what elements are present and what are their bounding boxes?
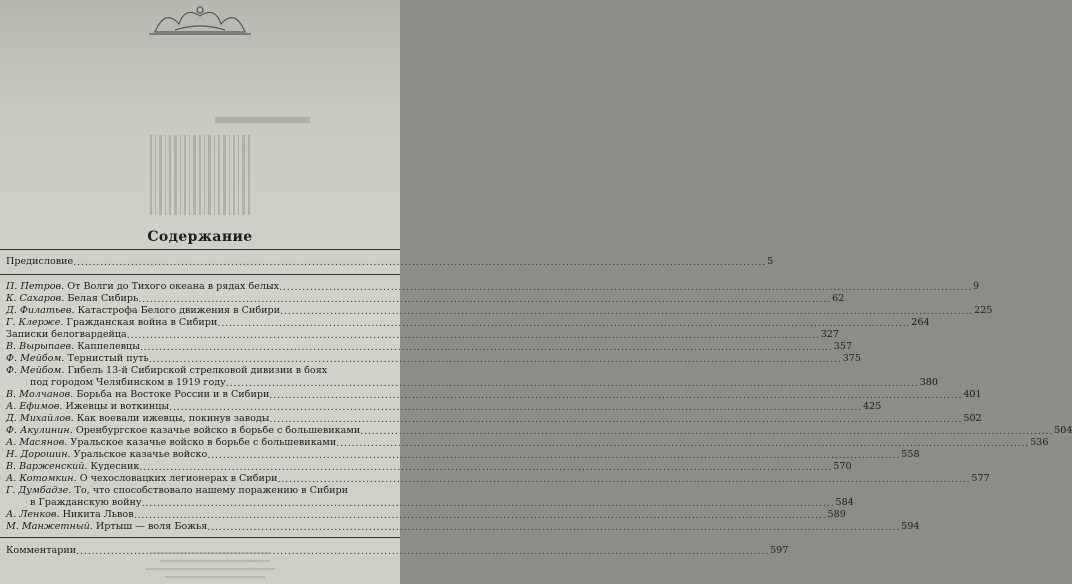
entry-title: Белая Сибирь (64, 293, 139, 304)
entry-title: Как воевали ижевцы, покинув заводы (73, 413, 270, 424)
entry-page: 570 (833, 461, 852, 472)
entry-author: Г. Думбадзе. (6, 485, 72, 496)
toc-entry[interactable] (6, 509, 846, 522)
toc-entry-continuation[interactable] (30, 377, 939, 390)
entry-author: К. Сахаров. (6, 293, 65, 304)
divider (0, 537, 400, 538)
leader-dots (360, 426, 1053, 438)
entry-title: Оренбургское казачье войско в борьбе с большевиками (72, 425, 361, 436)
toc-entry[interactable] (6, 425, 1072, 438)
leader-dots (139, 462, 832, 474)
toc-entry[interactable] (6, 341, 853, 354)
entry-title: Катастрофа Белого движения в Сибири (74, 305, 281, 316)
toc-entry[interactable] (6, 413, 982, 426)
entry-title: Уральское казачье войско (70, 449, 208, 460)
leader-dots (127, 330, 820, 342)
toc-entry[interactable] (6, 293, 845, 306)
entry-author: Ф. Акулинин. (6, 425, 73, 436)
leader-dots (336, 438, 1029, 450)
leader-dots (217, 318, 910, 330)
entry-title: Тернистый путь (64, 353, 149, 364)
crown-emblem-icon (135, 2, 265, 38)
entry-author: Ф. Мейбом. (6, 353, 65, 364)
entry-author: П. Петров. (6, 281, 65, 292)
entry-title: Уральское казачье войско в борьбе с большевиками (67, 437, 337, 448)
entry-author: В. Вырыпаев. (6, 341, 75, 352)
entry-page: 380 (919, 377, 939, 388)
entry-title: О чехословацких легионерах в Сибири (76, 473, 278, 484)
entry-author: Д. Филатьев. (6, 305, 75, 316)
entry-page: 357 (833, 341, 853, 352)
toc-entry[interactable] (6, 353, 862, 366)
entry-page: 5 (767, 256, 774, 267)
entry-title: Комментарии (6, 545, 77, 556)
leader-dots (269, 390, 962, 402)
toc-entry[interactable] (6, 256, 774, 269)
entry-page: 9 (972, 281, 980, 292)
entry-title: Борьба на Востоке России и в Сибири (73, 389, 270, 400)
divider (0, 274, 400, 275)
leader-dots (138, 294, 831, 306)
leader-dots (280, 306, 973, 318)
entry-page: 401 (963, 389, 982, 400)
entry-author: Д. Михайлов. (6, 413, 74, 424)
entry-author: Г. Клерже. (6, 317, 64, 328)
toc-entry[interactable] (6, 401, 882, 414)
leader-dots (149, 354, 842, 366)
toc-entry[interactable] (6, 317, 930, 330)
entry-title: Ижевцы и воткинцы (62, 401, 170, 412)
entry-page: 558 (901, 449, 920, 460)
reverse-side-text-bleed (140, 548, 290, 582)
leader-dots (134, 510, 827, 522)
leader-dots (207, 522, 900, 534)
entry-title: Каппелевцы (74, 341, 140, 352)
entry-author: В. Молчанов. (6, 389, 74, 400)
entry-page: 577 (971, 473, 990, 484)
entry-page: 584 (835, 497, 854, 508)
entry-page: 62 (832, 293, 845, 304)
divider (0, 249, 400, 250)
entry-title: Предисловие (6, 256, 74, 267)
leader-dots (207, 450, 900, 462)
leader-dots (279, 282, 972, 294)
entry-author: А. Ефимов. (6, 401, 63, 412)
entry-title-line2: в Гражданскую войну (30, 497, 142, 508)
toc-entry[interactable] (6, 485, 394, 498)
entry-page: 264 (911, 317, 930, 328)
entry-title: То, что способствовало нашему поражению в Сибири (71, 485, 349, 496)
entry-title: Гражданская война в Сибири (63, 317, 218, 328)
toc-entry[interactable] (6, 449, 920, 462)
toc-entry[interactable] (6, 437, 1049, 450)
entry-author: Ф. Мейбом. (6, 365, 65, 376)
leader-dots (169, 402, 862, 414)
entry-page: 502 (963, 413, 982, 424)
entry-page: 594 (901, 521, 920, 532)
toc-entry[interactable] (6, 329, 840, 342)
entry-page: 536 (1030, 437, 1049, 448)
leader-dots (226, 378, 919, 390)
entry-page: 425 (863, 401, 882, 412)
entry-page: 589 (827, 509, 846, 520)
reverse-side-barcode-bleed (0, 105, 400, 235)
entry-page: 327 (820, 329, 840, 340)
entry-title: Записки белогвардейца (6, 329, 127, 340)
leader-dots (73, 257, 766, 269)
entry-author: А. Котомкин. (6, 473, 77, 484)
entry-page: 225 (973, 305, 993, 316)
entry-author: А. Ленков. (6, 509, 60, 520)
entry-title: От Волги до Тихого океана в рядах белых (64, 281, 280, 292)
entry-title-line2: под городом Челябинском в 1919 году (30, 377, 226, 388)
entry-author: В. Варженский. (6, 461, 88, 472)
entry-author: М. Манжетный. (6, 521, 93, 532)
entry-author: А. Масянов. (6, 437, 68, 448)
leader-dots (140, 342, 833, 354)
leader-dots (269, 414, 962, 426)
entry-title: Гибель 13-й Сибирской стрелковой дивизии в боях (64, 365, 328, 376)
contents-heading: Содержание (147, 229, 253, 245)
leader-dots (277, 474, 970, 486)
toc-entry[interactable] (6, 305, 993, 318)
leader-dots (142, 498, 835, 510)
entry-author: Н. Дорошин. (6, 449, 71, 460)
entry-title: Иртыш — воля Божья (92, 521, 208, 532)
entry-title: Никита Львов (59, 509, 134, 520)
toc-entry[interactable] (6, 473, 990, 486)
toc-entry[interactable] (6, 365, 394, 378)
entry-title: Кудесник (87, 461, 140, 472)
toc-entry[interactable] (6, 389, 982, 402)
toc-entry[interactable] (6, 461, 852, 474)
toc-entry[interactable] (6, 521, 920, 534)
entry-page: 597 (770, 545, 789, 556)
entry-page: 504 (1054, 425, 1072, 436)
toc-entry[interactable] (6, 281, 980, 294)
entry-page: 375 (842, 353, 862, 364)
toc-entry-continuation[interactable] (30, 497, 854, 510)
